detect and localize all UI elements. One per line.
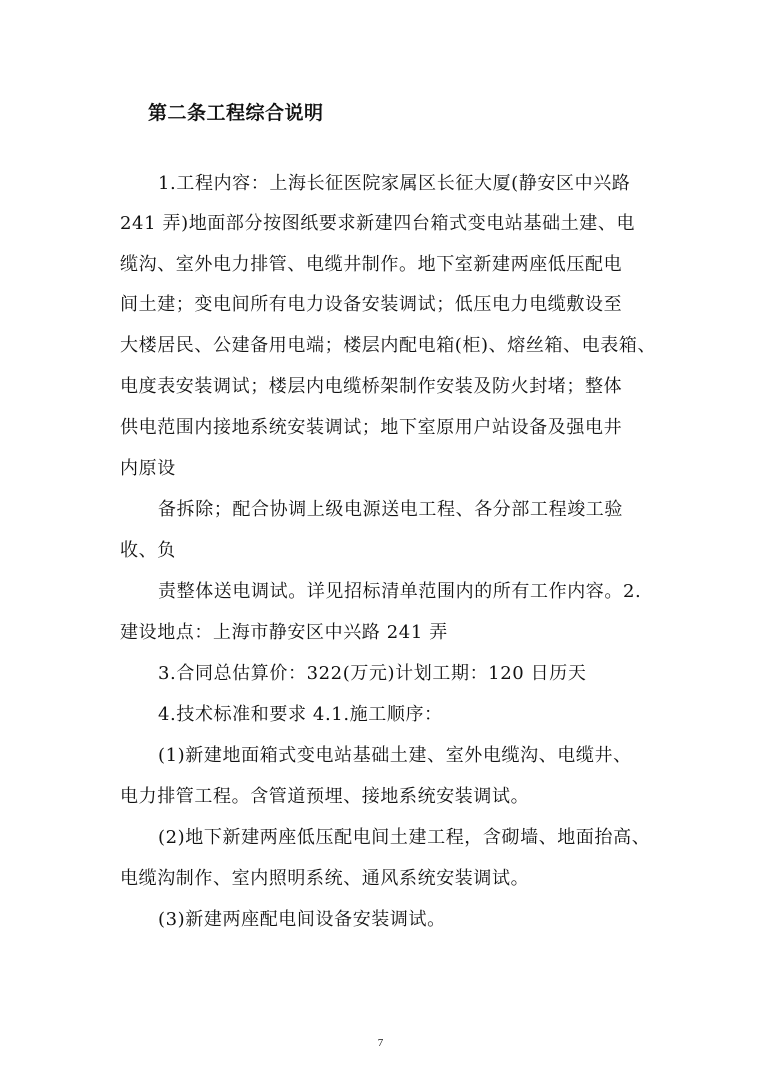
page-number: 7 (377, 1037, 384, 1049)
body-line: 供电范围内接地系统安装调试；地下室原用户站设备及强电井 (120, 417, 623, 438)
body-line: 电度表安装调试；楼层内电缆桥架制作安装及防火封堵；整体 (120, 376, 623, 397)
body-line: 电力排管工程。含管道预埋、接地系统安装调试。 (120, 786, 530, 807)
body-line: (3)新建两座配电间设备安装调试。 (158, 909, 446, 930)
body-line: 建设地点：上海市静安区中兴路 241 弄 (120, 622, 448, 643)
body-line: 3.合同总估算价：322(万元)计划工期：120 日历天 (158, 663, 587, 684)
body-line: 责整体送电调试。详见招标清单范围内的所有工作内容。2. (158, 581, 642, 602)
body-line: (1)新建地面箱式变电站基础土建、室外电缆沟、电缆井、 (158, 745, 632, 766)
body-line: 备拆除；配合协调上级电源送电工程、各分部工程竣工验 (158, 499, 623, 520)
body-line: 241 弄)地面部分按图纸要求新建四台箱式变电站基础土建、电 (120, 213, 636, 234)
body-line: 大楼居民、公建备用电端；楼层内配电箱(柜)、熔丝箱、电表箱、 (120, 335, 657, 356)
body-line: 间土建；变电间所有电力设备安装调试；低压电力电缆敷设至 (120, 294, 623, 315)
body-line: (2)地下新建两座低压配电间土建工程，含砌墙、地面抬高、 (158, 827, 651, 848)
body-line: 1.工程内容：上海长征医院家属区长征大厦(静安区中兴路 (158, 173, 631, 194)
body-line: 内原设 (120, 458, 176, 479)
section-heading: 第二条工程综合说明 (148, 102, 324, 124)
body-line: 缆沟、室外电力排管、电缆井制作。地下室新建两座低压配电 (120, 254, 623, 275)
body-line: 4.技术标准和要求 4.1.施工顺序： (158, 704, 443, 725)
body-line: 收、负 (120, 540, 176, 561)
body-line: 电缆沟制作、室内照明系统、通风系统安装调试。 (120, 868, 530, 889)
